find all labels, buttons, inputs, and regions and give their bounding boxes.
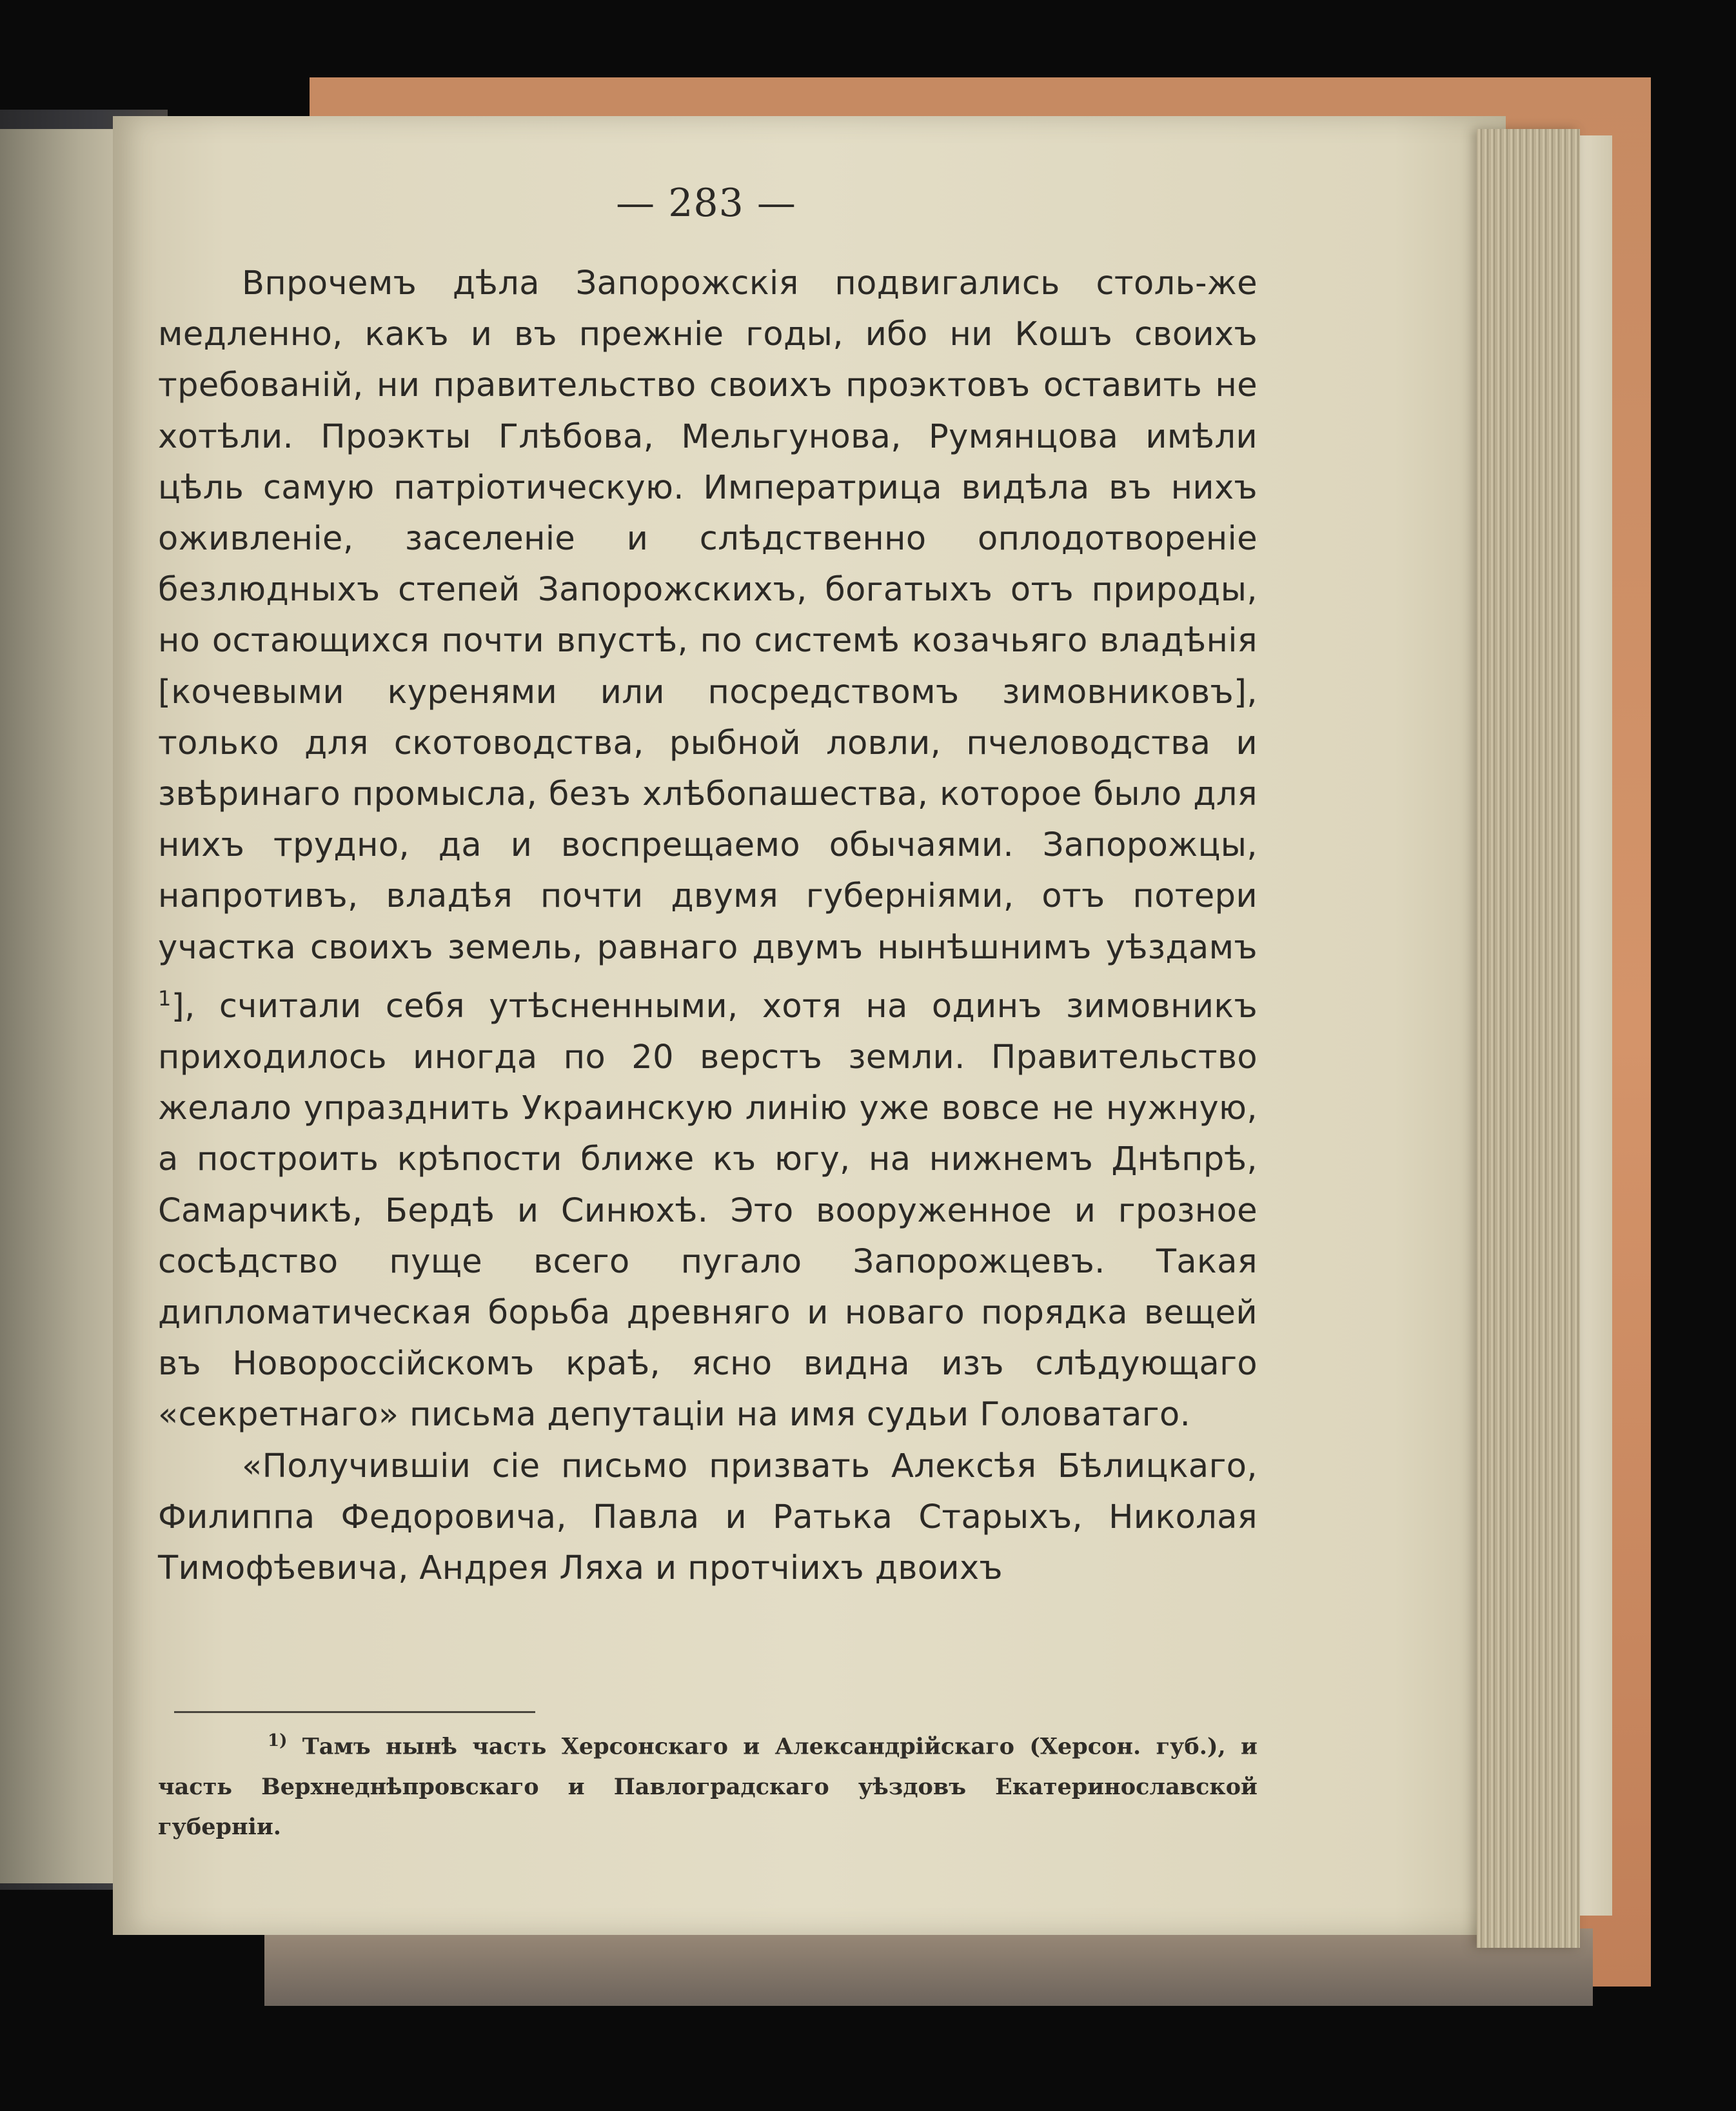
paragraph-text: Впрочемъ дѣла Запорожскія подвигались столь-же медленно, какъ и въ прежніе годы, ибо ни Кошъ своихъ требованій, ни правительство своихъ проэктовъ оставить не хотѣли. Проэкты Глѣбова, Мельгунова, Румянцова имѣли цѣль самую патріотическую. Императрица видѣла въ нихъ оживленіе, заселеніе и слѣдственно оплодотвореніе безлюдныхъ степей Запорожскихъ, богатыхъ отъ природы, но остающихся почти впустѣ, по системѣ козачьяго владѣнія [кочевыми куренями или посредствомъ зимовниковъ], только для скотоводства, рыбной ловли, пчеловодства и звѣринаго промысла, безъ хлѣбопашества, которое было для нихъ трудно, да и воспрещаемо обычаями. Запорожцы, напротивъ, владѣя почти двумя губерніями, отъ потери участка своихъ земель, равнаго двумъ нынѣшнимъ уѣздамъ xyxy=(158,264,1258,967)
page-stack-edges xyxy=(1477,129,1580,1948)
footnote-reference: 1 xyxy=(158,986,172,1011)
footnote-text: Тамъ нынѣ часть Херсонскаго и Александрійскаго (Херсон. губ.), и часть Верхнеднѣпровскаго и Павлоградскаго уѣздовъ Екатеринославской губерніи. xyxy=(158,1733,1258,1840)
footnote-mark: 1) xyxy=(268,1731,288,1750)
paragraph-text-continued: ], считали себя утѣсненными, хотя на одинъ зимовникъ приходилось иногда по 20 верстъ земли. Правительство желало упразднить Украинскую линію уже вовсе не нужную, а построить крѣпости ближе къ югу, на нижнемъ Днѣпрѣ, Самарчикѣ, Бердѣ и Синюхѣ. Это вооруженное и грозное сосѣдство пуще всего пугало Запорожцевъ. Такая дипломатическая борьба древняго и новаго порядка вещей въ Новороссійскомъ краѣ, ясно видна изъ слѣдующаго «секретнаго» письма депутаціи на имя судьи Головатаго. xyxy=(158,987,1258,1434)
page-number: — 283 — xyxy=(616,181,796,226)
footnote xyxy=(158,1721,1258,1847)
footnote-divider xyxy=(174,1711,535,1713)
page-body xyxy=(158,258,1258,1594)
book-bottom-edge xyxy=(264,1928,1593,2006)
paragraph xyxy=(158,1441,1258,1594)
facing-page-edge xyxy=(0,129,113,1883)
paragraph-text: «Получившіи сіе письмо призвать Алексѣя Бѣлицкаго, Филиппа Федоровича, Павла и Ратька Старыхъ, Николая Тимофѣевича, Андрея Ляха и протчіихъ двоихъ xyxy=(158,1447,1258,1588)
paragraph xyxy=(158,258,1258,1441)
